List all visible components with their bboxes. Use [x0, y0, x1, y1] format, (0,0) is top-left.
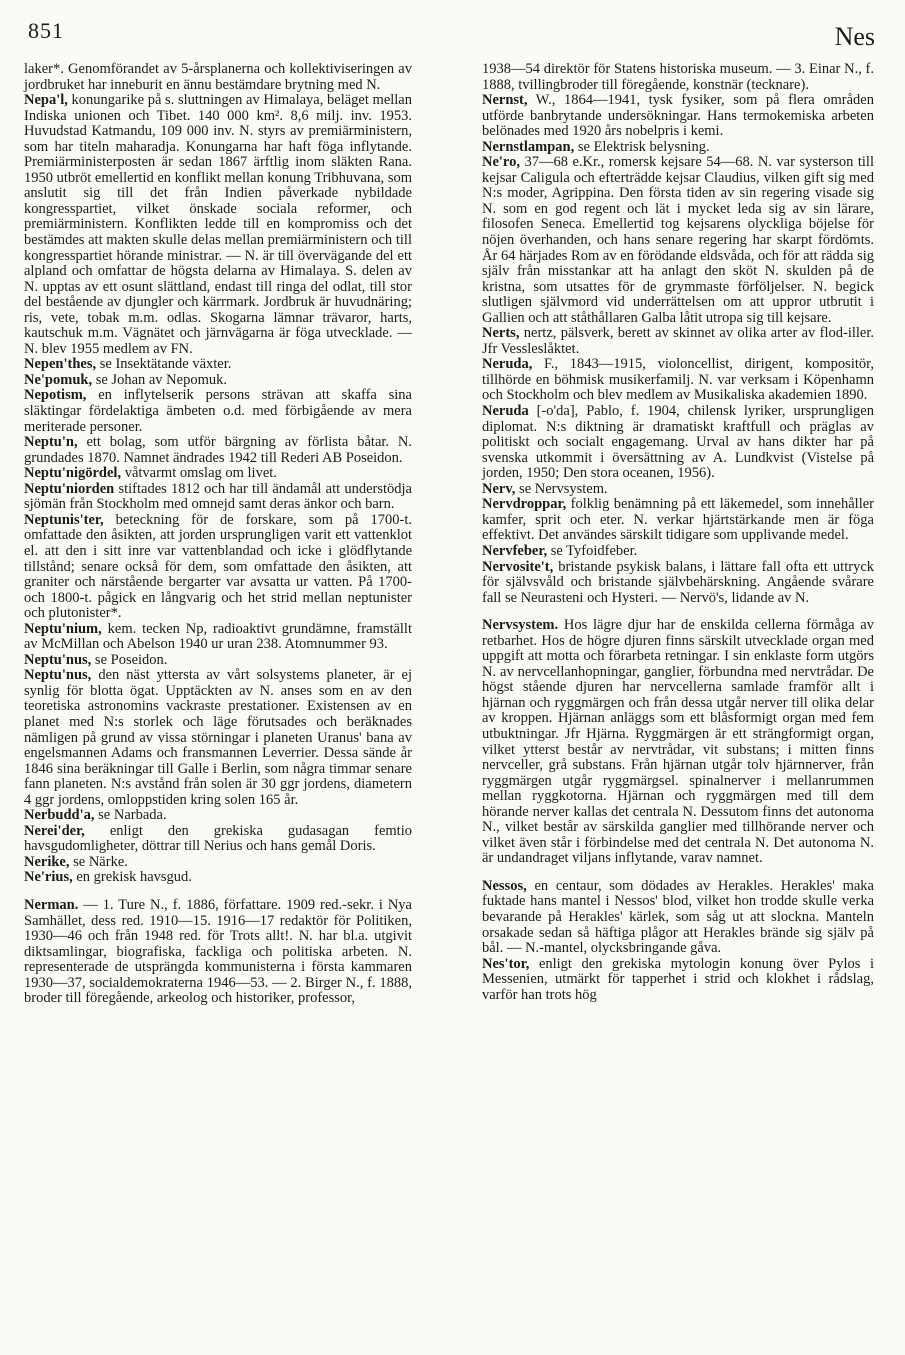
entry-nerius: Ne'rius, en grekisk havsgud.	[24, 869, 192, 886]
entry-neruda-pablo: Neruda [-o'da], Pablo, f. 1904, chilensk lyriker, ursprungligen diplomat. N:s diktning är dramatiskt kraftfull och präglas av politiskt och socialt engagemang. Urval av hans dikter har på svenska utkommit i översättning av A. Lundkvist (Vistelse på jorden, 1950; Den stora oceanen, 1956).	[482, 403, 874, 482]
right-column	[482, 62, 874, 1003]
entry-neptunus-planet: Neptu'nus, den näst yttersta av vårt solsystems planeter, är ej synlig för blotta ögat. Upptäckten av N. anses som en av den teoretiska astronomins vackraste prestationer. Existensen av en planet med N:s storlek och läge förutsades och beräknades nämligen på grund av vissa störningar i planeten Uranus' bana av engelsmannen Adams och fransmannen Leverrier. Dessa sände år 1846 sina beräkningar till Galle i Berlin, som några timmar senare fann planeten. N:s avstånd från solen är 30 ggr jordens, diametern 4 ggr jordens, omloppstiden kring solen 165 år.	[24, 667, 412, 808]
headword: Nepa'l,	[24, 92, 68, 109]
entry-nestor: Nes'tor, enligt den grekiska mytologin konung över Pylos i Messenien, utmärkt för tapperhet i strid och klokhet i rådslag, varför han trots hög	[482, 955, 874, 1003]
headword: Nerike,	[24, 853, 70, 870]
headword: Neruda	[482, 403, 529, 420]
headword: Nessos,	[482, 877, 527, 894]
headword: Nerbudd'a,	[24, 807, 95, 824]
entry-neptun: Neptu'n, ett bolag, som utför bärgning av förlista båtar. N. grundades 1870. Namnet ändrades 1942 till Rederi AB Poseidon.	[24, 434, 412, 466]
headword: Neptu'nigördel,	[24, 465, 122, 482]
entry-continuation: 1938—54 direktör för Statens historiska museum. — 3. Einar N., f. 1888, tvillingbroder till föregående, konstnär (tecknare).	[482, 61, 874, 93]
entry-nessos: Nessos, en centaur, som dödades av Herakles. Herakles' maka fuktade hans mantel i Nessos' blod, vilket hon trodde skulle verka bevarande på Herakles' kärlek, som såg ut att slockna. Manteln orsakade sedan så häftiga plågor att Herakles brände sig själv på bål. — N.-mantel, olycksbringande gåva.	[482, 877, 874, 957]
entry-continuation: laker*. Genomförandet av 5-årsplanerna och kollektiviseringen av jordbruket har inneburit en ännu bestämdare brytning med N.	[24, 61, 412, 93]
headword: Nervdroppar,	[482, 496, 567, 513]
entry-neptunigordel: Neptu'nigördel, våtvarmt omslag om livet.	[24, 465, 277, 482]
entry-nernst: Nernst, W., 1864—1941, tysk fysiker, som på flera områden utförde banbrytande undersökningar. Hans termokemiska arbeten belönades med 1920 års nobelpris i kemi.	[482, 92, 874, 140]
entry-neptunus-god: Neptu'nus, se Poseidon.	[24, 651, 168, 668]
entry-nepenthes: Nepen'thes, se Insektätande växter.	[24, 356, 232, 373]
entry-nepomuk: Ne'pomuk, se Johan av Nepomuk.	[24, 371, 227, 388]
headword: Neptunis'ter,	[24, 511, 104, 528]
entry-nerv: Nerv, se Nervsystem.	[482, 480, 608, 497]
entry-neruda-f: Neruda, F., 1843—1915, violoncellist, dirigent, kompositör, tillhörde en böhmisk musikerfamilj. N. var verksam i Köpenhamn och Stockholm och blev medlem av Musikaliska akademien 1890.	[482, 356, 874, 404]
headword: Neptu'nium,	[24, 620, 102, 637]
entry-nervdroppar: Nervdroppar, folklig benämning på ett läkemedel, som innehåller kamfer, sprit och eter. N. verkar hjärtstärkande men är föga effektivt. Det användes särskilt tidigare som upplivande medel.	[482, 496, 874, 544]
headword: Nerts,	[482, 325, 520, 342]
headword: Neptu'nus,	[24, 667, 92, 684]
headword: Nerv,	[482, 480, 516, 497]
headword: Nepen'thes,	[24, 356, 97, 373]
entry-neptuniorden: Neptu'niorden stiftades 1812 och har till ändamål att understödja sjömän från Stockholm med omnejd samt deras änkor och barn.	[24, 480, 412, 513]
entry-nerike: Nerike, se Närke.	[24, 853, 128, 870]
entry-nernstlampan: Nernstlampan, se Elektrisk belysning.	[482, 138, 710, 155]
entry-nepotism: Nepotism, en inflytelserik persons strävan att skaffa sina släktingar fördelaktiga ämbeten o.d. med förbigående av mera meriterade personer.	[24, 387, 412, 435]
headword: Nepotism,	[24, 387, 87, 404]
headword: Nervfeber,	[482, 542, 548, 559]
headword: Nerman.	[24, 896, 79, 913]
headword: Ne'pomuk,	[24, 371, 93, 388]
headword: Ne'ro,	[482, 154, 520, 171]
headword: Neptu'nus,	[24, 651, 92, 668]
entry-nereider: Nerei'der, enligt den grekiska gudasagan femtio havsgudomligheter, döttrar till Nerius och hans gemål Doris.	[24, 822, 412, 855]
entry-nervositet: Nervosite't, bristande psykisk balans, i lättare fall ofta ett uttryck för självsvåld och bristande självbehärskning. Angående svårare fall se Neurasteni och Hysteri. — Nervö's, lidande av N.	[482, 558, 874, 606]
entry-nerbudda: Nerbudd'a, se Narbada.	[24, 807, 167, 824]
entry-nerman: Nerman. — 1. Ture N., f. 1886, författare. 1909 red.-sekr. i Nya Samhället, dess red. 1910—15. 1916—17 redaktör för Politiken, 1930—46 och från 1948 red. för Trots allt!. N. har bl.a. utgivit diktsamlingar, biografiska, fackliga och politiska arbeten. N. representerade de utsprängda kommunisterna i första kammaren 1930—37, socialdemokraterna 1946—53. — 2. Birger N., f. 1888, broder till föregående, arkeolog och historiker, professor,	[24, 896, 412, 1007]
headword: Neptu'niorden	[24, 480, 115, 497]
entry-nepal: Nepa'l, konungarike på s. sluttningen av Himalaya, beläget mellan Indiska unionen och Tibet. 140 000 km². 8,6 milj. inv. 1953. Huvudstad Katmandu, 109 000 inv. N. styrs av premiärministern, som har titeln maharadja. Konungarna har haft föga inflytande. Premiärministerposten är sedan 1867 ärftlig inom släkten Rana. 1950 utbröt emellertid en konflikt mellan konung Tribhuvana, som anslutit sig till det från Indien påverkade nybildade kongresspartiet, vilket önskade sociala reformer, och premiärministern. Konflikten ledde till en kompromiss och det bestämdes att makten skulle delas mellan premiärministern och till kongresspartiet hörande ministrar. — N. är till övervägande del ett alpland och omfattar de högsta delarna av Himalaya. S. delen av N. upptas av ett osunt slättland, endast till ringa del odlat, till stor del bestående av djungler och kärrmark. Jordbruk är huvudnäring; ris, vete, tobak m.m. odlas. Skogarna lämnar trävaror, harts, kautschuk m.m. Vägnätet och järnvägarna är föga utvecklade. — N. blev 1955 medlem av FN.	[24, 92, 412, 357]
headword: Nes'tor,	[482, 955, 530, 972]
headword: Neruda,	[482, 356, 533, 373]
page-number: 851	[28, 18, 64, 43]
entry-nero: Ne'ro, 37—68 e.Kr., romersk kejsare 54—68. N. var systerson till kejsar Caligula och efterträdde kejsar Claudius, vilken gift sig med N:s moder, Agrippina. Den första tiden av sin regering visade sig N. som en god regent och lät i mycket leda sig av sin lärare, filosofen Seneca. Emellertid tog kejsarens olyckliga böjelse för nöjen överhanden, och hans senare regering har skarpt fördömts. År 64 härjades Rom av en förödande eldsvåda, och för att rädda sig själv från misstankar att ha anlagt den sköt N. skulden på de kristna, som utsattes för de grymmaste förföljelser. N. begick slutligen självmord vid underrättelsen om att uppror utbrutit i Gallien och att ståthållaren Galba låtit utropa sig till kejsare.	[482, 154, 874, 326]
headword: Nernst,	[482, 92, 528, 109]
entry-neptunium: Neptu'nium, kem. tecken Np, radioaktivt grundämne, framställt av McMillan och Abelson 1940 ur uran 238. Atomnummer 93.	[24, 620, 412, 653]
entry-nervsystem: Nervsystem. Hos lägre djur har de enskilda cellerna förmåga av retbarhet. Hos de högre djuren finns särskilt utvecklade organ med uppgift att motta och förarbeta retningar. I sin enklaste form utgörs N. av nervcellanhopningar, ganglier, förbundna med nervtrådar. De högst stående djuren har nervcellerna samlade framför allt i hjärnan och ryggmärgen och från dessa utgår nerver till olika delar av kroppen. Hjärnan anläggs som ett blåsformigt organ med fem utbuktningar. Jfr Hjärna. Ryggmärgen är ett strängformigt organ, vilket ytterst består av nervtrådar, vit substans; i mitten finns nervceller, grå substans. Från hjärnan utgår tolv hjärnnerver, från ryggmärgen utgår ryggmärgsel. spinalnerver i mellanrummen mellan ryggkotorna. Hjärnan och ryggmärgen med till dem hörande nerver kallas det centrala N. Dessutom finns det autonoma N., vilket består av särskilda ganglier med tillhörande nerver och vilket även står i förbindelse med det centrala N. Det autonoma N. är undandraget viljans inflytande, varav namnet.	[482, 617, 874, 867]
headword: Nernstlampan,	[482, 138, 575, 155]
running-head: Nes	[834, 22, 875, 51]
headword: Nervsystem.	[482, 617, 559, 634]
headword: Nerei'der,	[24, 822, 85, 839]
headword: Ne'rius,	[24, 869, 73, 886]
left-column	[24, 62, 412, 1007]
headword: Neptu'n,	[24, 434, 78, 451]
headword: Nervosite't,	[482, 558, 554, 575]
entry-nerts: Nerts, nertz, pälsverk, berett av skinnet av olika arter av flod-iller. Jfr Vessleslåktet.	[482, 325, 874, 357]
entry-nervfeber: Nervfeber, se Tyfoidfeber.	[482, 542, 638, 559]
entry-neptunister: Neptunis'ter, beteckning för de forskare, som på 1700-t. omfattade den åsikten, att jorden ursprungligen varit ett vattenklot el. att den i sitt inre var vattenblandad och icke i glödflytande tillstånd; senare också för dem, som omfattade den åsikten, att graniter och närstående bergarter var avsatta ur vatten. På 1700- och 1800-t. pågick en långvarig och het strid mellan neptunister och plutonister*.	[24, 511, 412, 622]
